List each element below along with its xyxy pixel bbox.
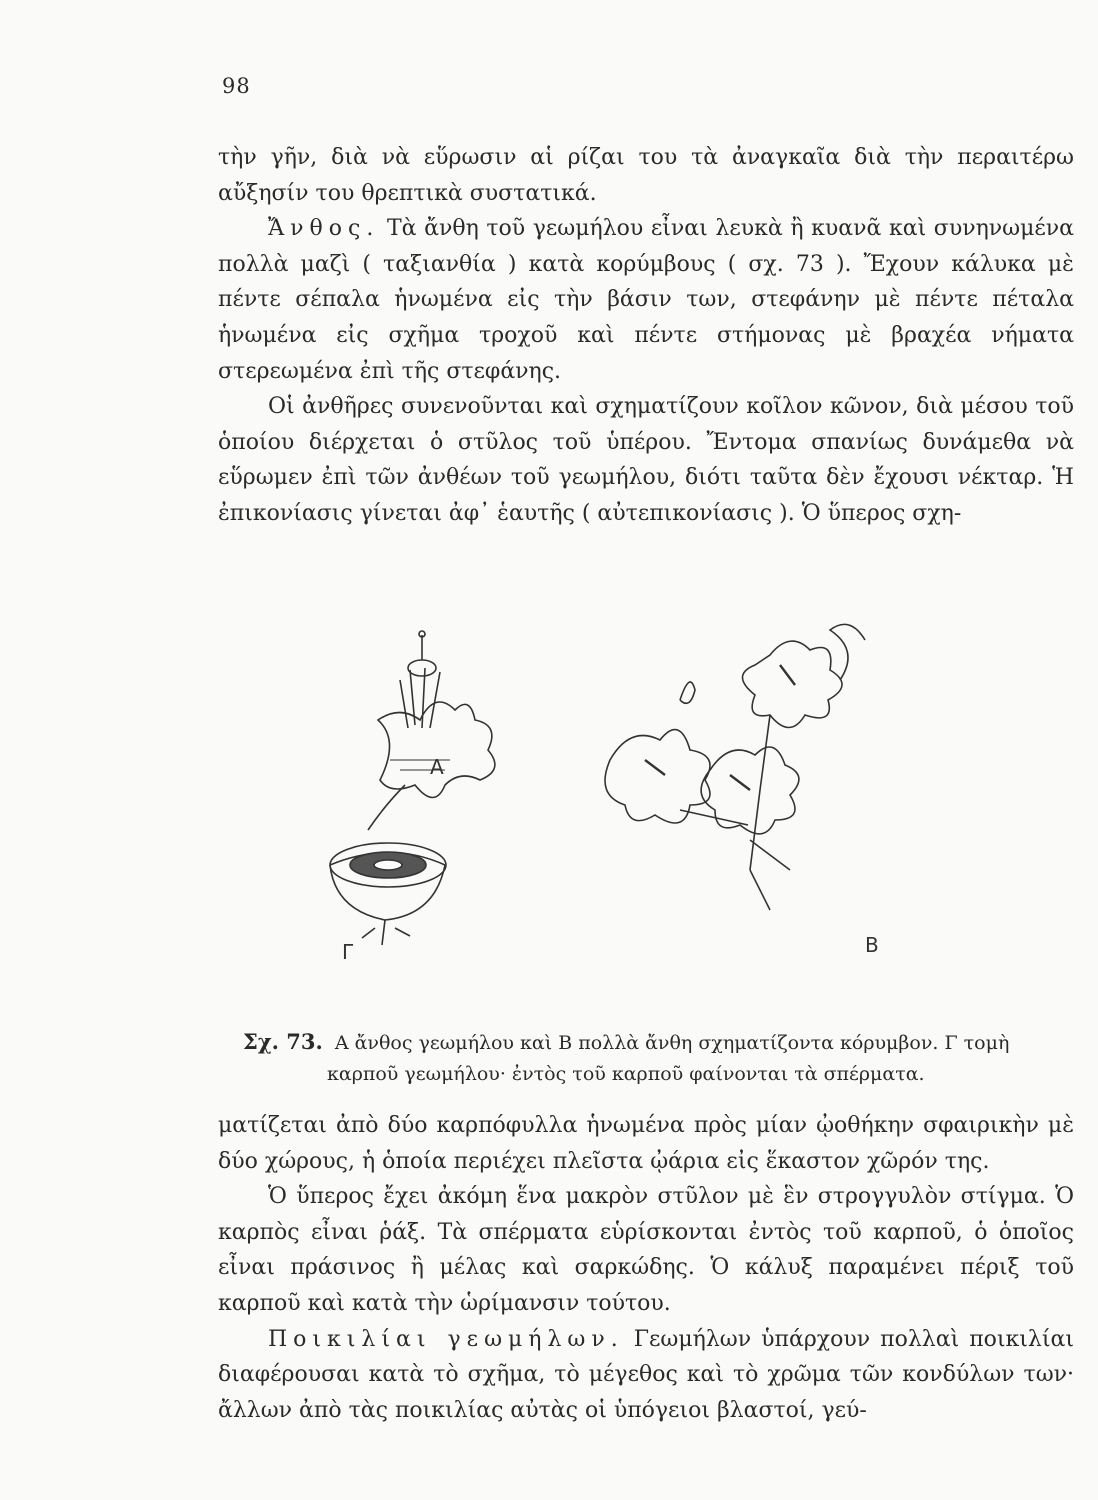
paragraph: Ὁ ὕπερος ἔχει ἀκόμη ἕνα μακρὸν στῦλον μὲ ἓν στρογγυλὸν στίγμα. Ὁ καρπὸς εἶναι ῥάξ. Τὰ σπέρματα εὑρίσκονται ἐντὸς τοῦ καρποῦ, ὁ ὁποῖος εἶναι πράσινος ἢ μέλας καὶ σαρκώδης. Ὁ κάλυξ παραμένει πέριξ τοῦ καρποῦ καὶ κατὰ τὴν ὡρίμανσιν τούτου.	[218, 1184, 1074, 1316]
fruit-section-g-drawing	[330, 843, 446, 945]
paragraph: ματίζεται ἀπὸ δύο καρπόφυλλα ἡνωμένα πρὸς μίαν ᾠοθήκην σφαιρικὴν μὲ δύο χώρους, ἡ ὁποία περιέχει πλεῖστα ᾠάρια εἰς ἕκαστον χῶρόν της.	[218, 1113, 1074, 1174]
body-text-top	[218, 140, 1074, 532]
figure-label-b: Β	[865, 933, 879, 957]
section-heading: Ἄνθος.	[268, 216, 380, 242]
caption-line-1: Σχ. 73. Α ἄνθος γεωμήλου καὶ Β πολλὰ ἄνθη σχηματίζοντα κόρυμβον. Γ τομὴ	[243, 1029, 1010, 1054]
caption-number: Σχ. 73.	[243, 1029, 323, 1054]
section-heading: Ποικιλίαι γεωμήλων.	[268, 1326, 624, 1352]
paragraph: Οἱ ἀνθῆρες συνενοῦνται καὶ σχηματίζουν κοῖλον κῶνον, διὰ μέσου τοῦ ὁποίου διέρχεται ὁ στῦλος τοῦ ὑπέρου. Ἔντομα σπανίως δυνάμεθα νὰ εὕρωμεν ἐπὶ τῶν ἀνθέων τοῦ γεωμήλου, διότι ταῦτα δὲν ἔχουσι νέκταρ. Ἡ ἐπικονίασις γίνεται ἀφ᾽ ἑαυτῆς ( αὐτεπικονίασις ). Ὁ ὕπερος σχη-	[218, 394, 1074, 526]
potato-flower-illustration	[250, 610, 870, 970]
caption-line-2: καρποῦ γεωμήλου· ἐντὸς τοῦ καρποῦ φαίνονται τὰ σπέρματα.	[327, 1063, 925, 1085]
figure-label-g: Γ	[342, 940, 354, 964]
flower-cluster-b-drawing	[605, 624, 865, 910]
figure-label-a: Α	[430, 755, 444, 779]
figure-73	[250, 610, 879, 970]
paragraph: Ποικιλίαι γεωμήλων. Γεωμήλων ὑπάρχουν πολλαὶ ποικιλίαι διαφέρουσαι κατὰ τὸ σχῆμα, τὸ μέγεθος καὶ τὸ χρῶμα τῶν κονδύλων των· ἄλλων ἀπὸ τὰς ποικιλίας αὐτὰς οἱ ὑπόγειοι βλαστοί, γεύ-	[218, 1326, 1074, 1423]
paragraph: τὴν γῆν, διὰ νὰ εὕρωσιν αἱ ρίζαι του τὰ ἀναγκαῖα διὰ τὴν περαιτέρω αὔξησίν του θρεπτικὰ συστατικά.	[218, 145, 1074, 206]
paragraph: Ἄνθος. Τὰ ἄνθη τοῦ γεωμήλου εἶναι λευκὰ ἢ κυανᾶ καὶ συνηνωμένα πολλὰ μαζὶ ( ταξιανθία ) κατὰ κορύμβους ( σχ. 73 ). Ἔχουν κάλυκα μὲ πέντε σέπαλα ἡνωμένα εἰς τὴν βάσιν των, στεφάνην μὲ πέντε πέταλα ἡνωμένα εἰς σχῆμα τροχοῦ καὶ πέντε στήμονας μὲ βραχέα νήματα στερεωμένα ἐπὶ τῆς στεφάνης.	[218, 216, 1074, 384]
page-number: 98	[222, 74, 251, 98]
figure-caption	[243, 1026, 1078, 1090]
flower-a-drawing	[368, 631, 495, 830]
body-text-bottom	[218, 1108, 1074, 1428]
